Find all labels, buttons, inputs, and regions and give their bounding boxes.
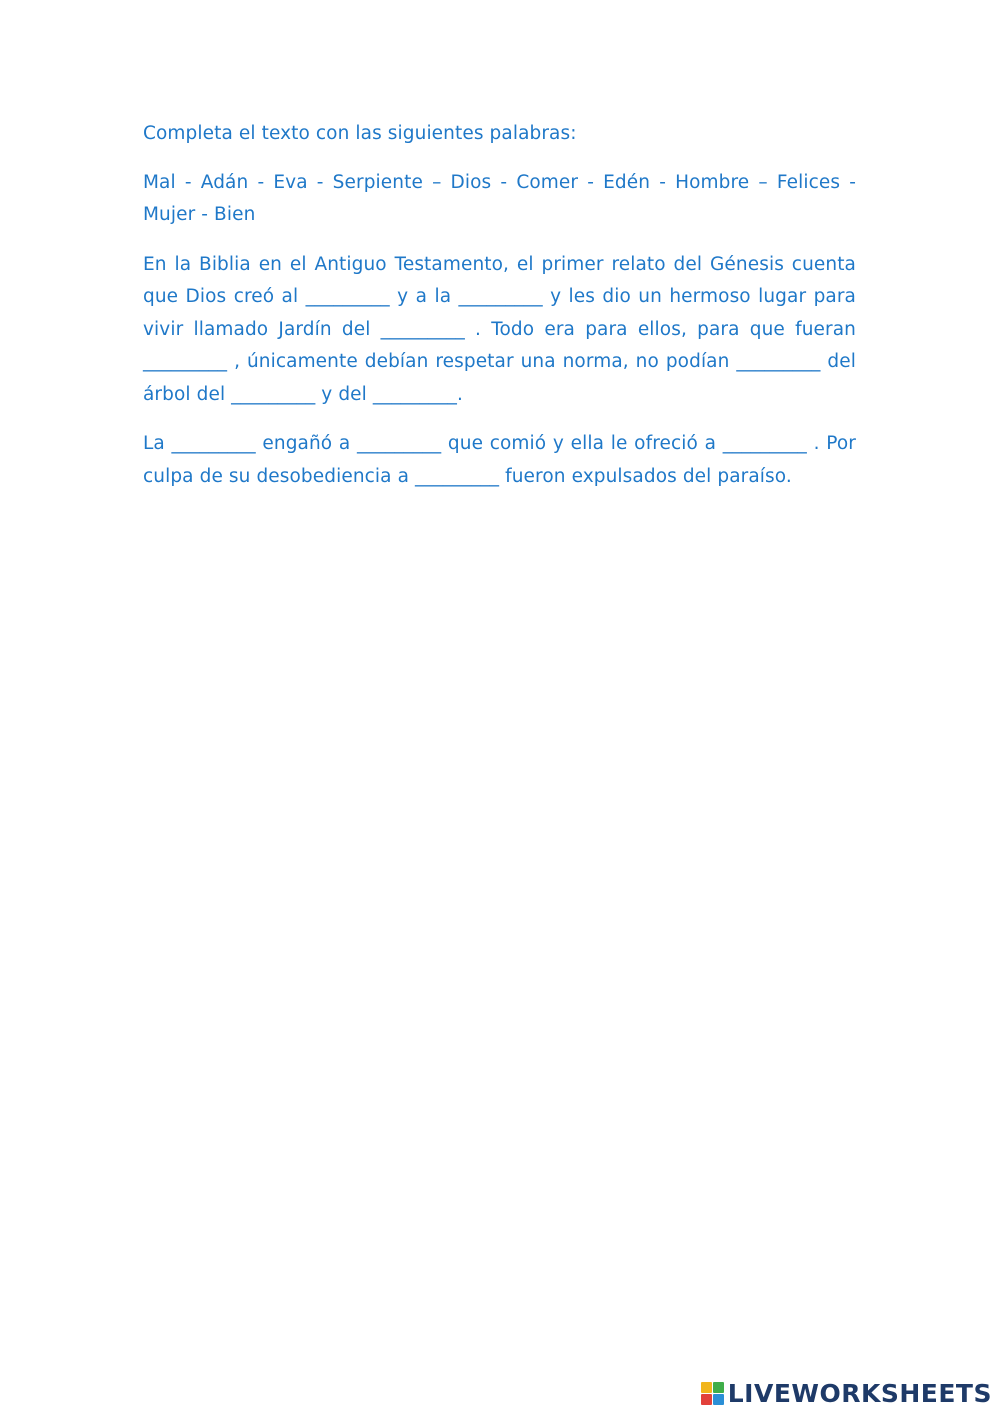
instruction-text: Completa el texto con las siguientes palabras:: [143, 123, 577, 144]
worksheet-body: [143, 118, 856, 510]
liveworksheets-logo-icon: [701, 1382, 724, 1405]
word-bank: Mal - Adán - Eva - Serpiente – Dios - Comer - Edén - Hombre – Felices - Mujer - Bien: [143, 171, 856, 225]
paragraph-2: La _________ engañó a _________ que comió y ella le ofreció a _________ . Por culpa de su desobediencia a _________ fueron expulsados del paraíso.: [143, 433, 856, 487]
paragraph-1: En la Biblia en el Antiguo Testamento, el primer relato del Génesis cuenta que Dios creó al _________ y a la _________ y les dio un hermoso lugar para vivir llamado Jardín del _________ . Todo era para ellos, para que fueran _________ , únicamente debían respetar una norma, no podían _________ del árbol del _________ y del _________.: [143, 253, 856, 405]
liveworksheets-brand: [701, 1378, 992, 1408]
brand-name: LIVEWORKSHEETS: [727, 1378, 992, 1408]
